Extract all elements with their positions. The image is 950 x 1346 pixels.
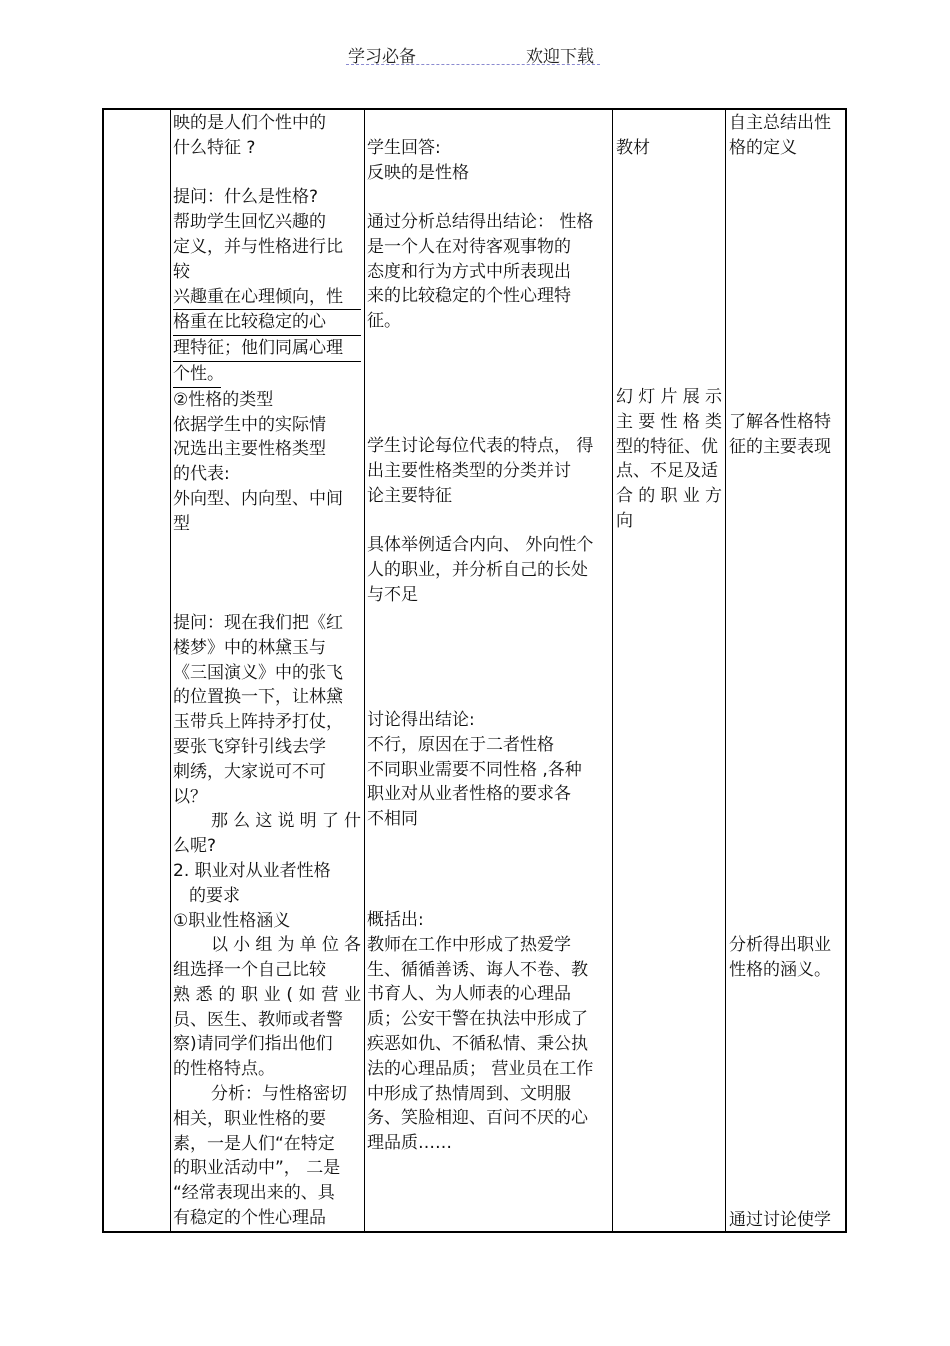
teacher-activity-column — [173, 111, 361, 1231]
text-line: 型 — [173, 513, 190, 534]
teaching-aid-a — [616, 136, 722, 161]
text-line: 论主要特征 — [367, 485, 452, 506]
text-line: 通过分析总结得出结论： 性格 — [367, 212, 594, 232]
text-line: 的要求 — [189, 885, 240, 906]
text-line: 学生回答: — [367, 138, 441, 158]
header-right: 欢迎下载 — [526, 47, 594, 67]
text-line: 组选择一个自己比较 — [173, 960, 326, 981]
column-divider-3 — [612, 110, 613, 1232]
student-activity-d — [367, 533, 610, 607]
text-line: 是一个人在对待客观事物的 — [367, 236, 571, 257]
student-activity-f — [367, 908, 610, 1156]
text-line: 定义，并与性格进行比 — [173, 236, 343, 257]
text-line: 的性格特点。 — [173, 1059, 275, 1080]
text-line: 征的主要表现 — [729, 436, 831, 457]
text-line: 不相同 — [367, 809, 418, 830]
text-line: 与不足 — [367, 584, 418, 605]
text-line: 型的特征、优 — [616, 436, 718, 457]
text-line: 出主要性格类型的分类并讨 — [367, 460, 571, 481]
text-line: 什么特征 ? — [173, 137, 256, 158]
underlined-line: 个性。 — [173, 362, 221, 388]
text-line: 提问：什么是性格? — [173, 187, 319, 208]
text-line: 分析得出职业 — [729, 935, 831, 955]
text-line: 主要性格类 — [616, 411, 722, 432]
text-line: 质；公安干警在执法中形成了 — [367, 1009, 588, 1030]
column-divider-2 — [364, 110, 365, 1232]
text-line: 刺绣，大家说可不可 — [173, 761, 326, 782]
text-line: 理品质…… — [367, 1133, 452, 1154]
goal-d — [729, 1208, 844, 1233]
text-line: 要张飞穿针引线去学 — [173, 736, 326, 757]
text-line: 熟悉的职业(如营业 — [173, 984, 361, 1005]
text-line: 况选出主要性格类型 — [173, 439, 326, 460]
text-line: 较 — [173, 261, 190, 282]
header-left: 学习必备 — [348, 47, 416, 67]
teaching-aid-b — [616, 385, 722, 534]
text-line: 分析：与性格密切 — [211, 1084, 347, 1105]
text-line: 外向型、内向型、中间 — [173, 488, 343, 509]
text-line: 提问：现在我们把《红 — [173, 612, 343, 633]
text-line: 自主总结出性 — [729, 113, 831, 133]
text-line: 察)请同学们指出他们 — [173, 1034, 333, 1055]
text-line: 2. 职业对从业者性格 — [173, 860, 331, 881]
goal-a — [729, 111, 844, 161]
student-activity-a — [367, 136, 610, 186]
underlined-line: 兴趣重在心理倾向，性 — [173, 285, 361, 311]
text-line: 书育人、为人师表的心理品 — [367, 984, 571, 1005]
column-divider-4 — [725, 110, 726, 1232]
text-line: “经常表现出来的、具 — [173, 1183, 335, 1204]
student-activity-b — [367, 210, 610, 334]
text-line: 幻灯片展示 — [616, 387, 722, 407]
column-divider-1 — [170, 110, 171, 1232]
text-line: 反映的是性格 — [367, 162, 469, 183]
text-line: 么呢? — [173, 836, 217, 857]
text-line: 相关，职业性格的要 — [173, 1108, 326, 1129]
text-line: 映的是人们个性中的 — [173, 113, 326, 133]
text-line: 职业对从业者性格的要求各 — [367, 784, 571, 805]
text-line: 合的职业方 — [616, 486, 722, 507]
text-line: 以小组为单位各 — [211, 935, 361, 956]
text-line: ②性格的类型 — [173, 389, 274, 410]
text-line: 楼梦》中的林黛玉与 — [173, 637, 326, 658]
goal-b — [729, 410, 844, 460]
text-line: 生、循循善诱、诲人不卷、教 — [367, 959, 588, 980]
text-line: 的代表: — [173, 464, 230, 485]
text-line: 态度和行为方式中所表现出 — [367, 261, 571, 282]
text-line: 员、医生、教师或者警 — [173, 1009, 343, 1030]
text-line: 的职业活动中”， 二是 — [173, 1158, 341, 1179]
text-line: 《三国演义》中的张飞 — [173, 662, 343, 683]
text-line: 教师在工作中形成了热爱学 — [367, 934, 571, 955]
text-line: 来的比较稳定的个性心理特 — [367, 286, 571, 307]
text-line: 依据学生中的实际情 — [173, 414, 326, 435]
text-line: 的位置换一下，让林黛 — [173, 687, 343, 708]
text-line: 讨论得出结论: — [367, 710, 475, 730]
text-line: 帮助学生回忆兴趣的 — [173, 212, 326, 233]
text-line: 中形成了热情周到、文明服 — [367, 1083, 571, 1104]
text-line: 务、笑脸相迎、百问不厌的心 — [367, 1108, 588, 1129]
text-line: 疾恶如仇、不循私情、秉公执 — [367, 1033, 588, 1054]
text-line: ①职业性格涵义 — [173, 910, 291, 931]
text-line: 有稳定的个性心理品 — [173, 1208, 326, 1229]
text-line: 学生讨论每位代表的特点， 得 — [367, 436, 594, 456]
text-line: 玉带兵上阵持矛打仗， — [173, 712, 343, 733]
text-line: 法的心理品质； 营业员在工作 — [367, 1058, 594, 1079]
text-line: 点、不足及适 — [616, 461, 718, 482]
text-line: 通过讨论使学 — [729, 1210, 831, 1230]
text-line: 不行，原因在于二者性格 — [367, 734, 554, 755]
student-activity-e — [367, 708, 610, 832]
goal-c — [729, 933, 844, 983]
text-line: 那么这说明了什 — [211, 811, 361, 832]
text-line: 性格的涵义。 — [729, 959, 831, 980]
text-line: 人的职业，并分析自己的长处 — [367, 559, 588, 580]
text-line: 以？ — [173, 786, 207, 807]
text-line: 征。 — [367, 311, 401, 332]
text-line: 格的定义 — [729, 137, 797, 158]
text-line: 素，一是人们“在特定 — [173, 1133, 335, 1154]
student-activity-c — [367, 434, 610, 508]
header-dashed-rule — [346, 64, 600, 65]
text-line: 概括出: — [367, 910, 424, 930]
text-line: 了解各性格特 — [729, 412, 831, 432]
text-line: 向 — [616, 510, 633, 531]
text-line: 具体举例适合内向、 外向性个 — [367, 535, 594, 555]
underlined-line: 格重在比较稳定的心 — [173, 310, 361, 336]
underlined-line: 理特征；他们同属心理 — [173, 336, 361, 362]
text-line: 教材 — [616, 138, 650, 158]
text-line: 不同职业需要不同性格 ,各种 — [367, 759, 582, 780]
